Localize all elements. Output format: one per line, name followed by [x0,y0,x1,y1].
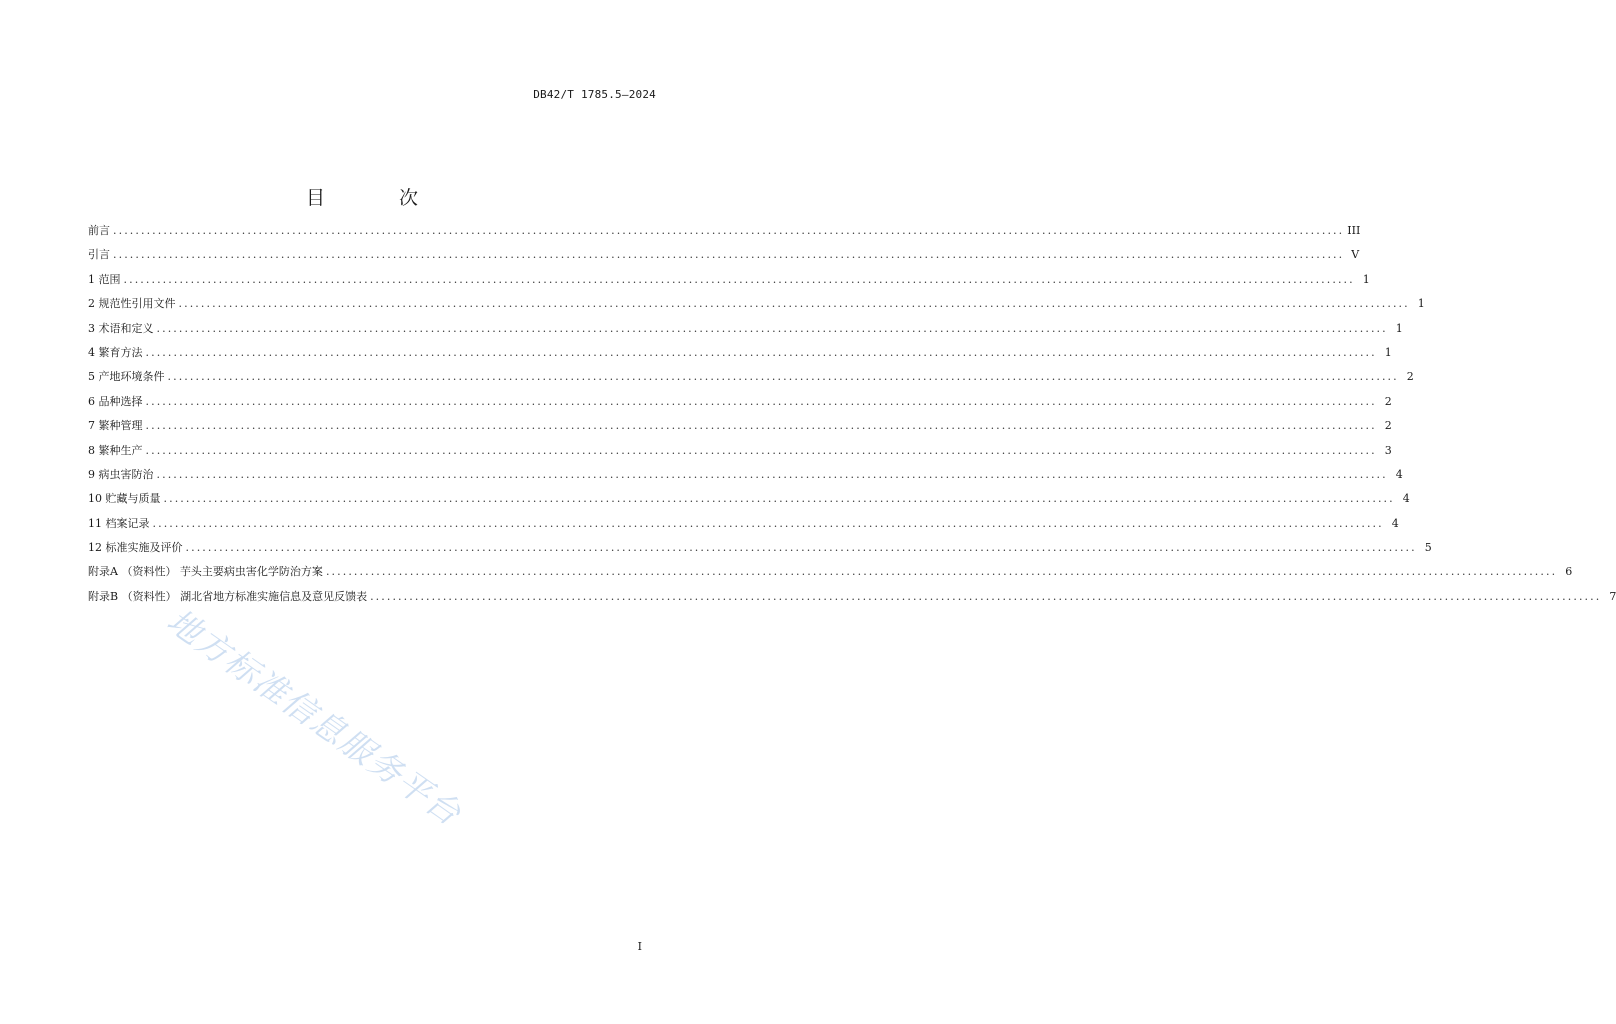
toc-entry[interactable] [88,317,1403,341]
toc-entry[interactable] [88,487,1410,511]
toc-entry-label: 引言 [88,248,110,262]
dot-leader: ............................................................................................................................................................................................................................ [185,541,1417,555]
toc-entry[interactable] [88,341,1392,365]
dot-leader: ............................................................................................................................................................................................................................ [145,443,1377,457]
dot-leader: ............................................................................................................................................................................................................................ [145,419,1377,433]
toc-entry-page: 1 [1417,297,1425,311]
dot-leader: ............................................................................................................................................................................................................................ [152,516,1384,530]
toc-entry-label: 1 范围 [88,272,121,286]
toc-entry-page: 4 [1395,467,1403,481]
toc-entry-label: 12 标准实施及评价 [88,541,183,555]
toc-entry-label: 2 规范性引用文件 [88,297,176,311]
toc-entry-page: 6 [1565,565,1573,579]
toc-entry-page: 4 [1402,492,1410,506]
document-id: DB42/T 1785.5—2024 [533,88,656,101]
dot-leader: ............................................................................................................................................................................................................................ [156,321,1388,335]
toc-entry-label: 前言 [88,224,110,237]
toc-entry[interactable] [88,560,1573,584]
toc-entry-label: 7 繁种管理 [88,419,143,433]
toc-entry[interactable] [88,219,1361,243]
toc-entry-page: 7 [1609,589,1616,603]
watermark: 地方标准信息服务平台 [160,600,470,834]
toc-entry-label: 6 品种选择 [88,394,143,408]
toc-entry-label: 8 繁种生产 [88,443,143,457]
toc-entry[interactable] [88,243,1360,267]
toc-entry-page: 5 [1424,541,1432,555]
page-title: 目 次 [305,187,453,209]
dot-leader: ............................................................................................................................................................................................................................ [163,492,1395,506]
page-number: I [637,940,642,953]
toc-entry-label: 9 病虫害防治 [88,467,154,481]
dot-leader: ............................................................................................................................................................................................................................ [167,370,1399,384]
toc-entry-label: 附录B （资料性） 湖北省地方标准实施信息及意见反馈表 [88,589,368,603]
toc-entry-label: 4 繁育方法 [88,345,143,359]
toc-entry-label: 附录A （资料性） 芋头主要病虫害化学防治方案 [88,565,323,579]
toc-entry-page: 2 [1384,419,1392,433]
toc-entry[interactable] [88,365,1414,389]
dot-leader: ............................................................................................................................................................................................................................ [113,248,1345,262]
toc-entry-page: 2 [1384,394,1392,408]
toc-entry[interactable] [88,414,1392,438]
toc-entry-label: 10 贮藏与质量 [88,492,161,506]
dot-leader: ............................................................................................................................................................................................................................ [178,297,1410,311]
dot-leader: ............................................................................................................................................................................................................................ [145,345,1377,359]
toc-entry-page: 2 [1406,370,1414,384]
toc-entry-page: 4 [1391,516,1399,530]
toc-entry[interactable] [88,512,1399,536]
toc-entry[interactable] [88,268,1370,292]
dot-leader: ............................................................................................................................................................................................................................ [123,272,1355,286]
dot-leader: ............................................................................................................................................................................................................................ [113,224,1345,237]
toc-entry-label: 11 档案记录 [88,516,150,530]
toc-entry-page: 1 [1384,345,1392,359]
toc-entry-page: 3 [1384,443,1392,457]
toc-entry-page: 1 [1395,321,1403,335]
toc-entry[interactable] [88,463,1403,487]
dot-leader: ............................................................................................................................................................................................................................ [145,394,1377,408]
dot-leader: ............................................................................................................................................................................................................................ [370,589,1602,603]
toc-entry-page: III [1347,224,1361,237]
toc-entry[interactable] [88,390,1392,414]
toc-entry-label: 3 术语和定义 [88,321,154,335]
dot-leader: ............................................................................................................................................................................................................................ [156,467,1388,481]
dot-leader: ............................................................................................................................................................................................................................ [325,565,1558,579]
toc-entry-page: 1 [1362,272,1370,286]
toc-entry-label: 5 产地环境条件 [88,370,165,384]
toc-entry[interactable] [88,439,1392,463]
toc-entry[interactable] [88,585,1616,609]
toc-entry[interactable] [88,536,1432,560]
toc-entry-page: V [1351,248,1360,262]
table-of-contents [88,219,1616,609]
toc-entry[interactable] [88,292,1425,316]
